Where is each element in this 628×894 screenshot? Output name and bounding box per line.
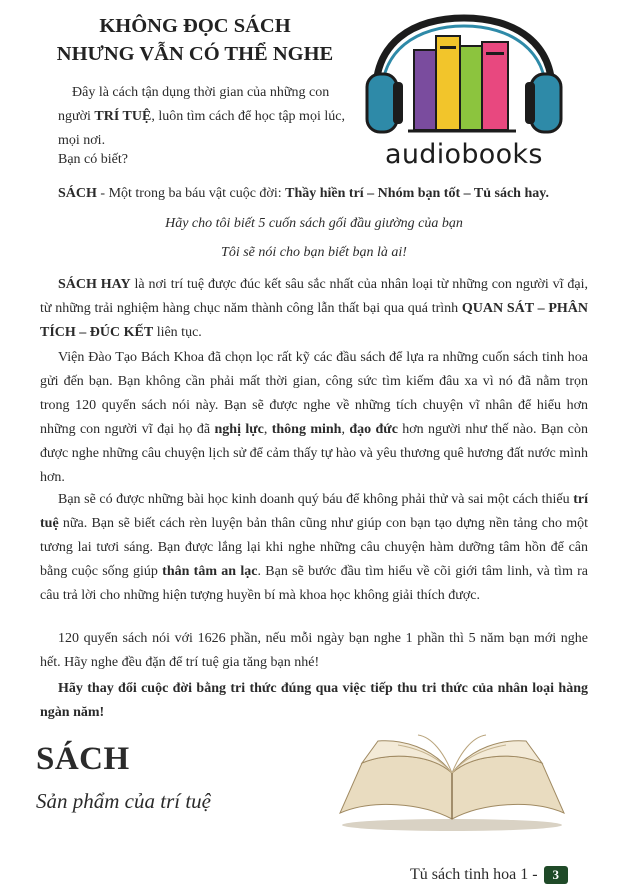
intro-text-end: , luôn tìm cách để học tập mọi lúc, mọi nơi. [58,109,345,148]
p2-bold-2: thông minh [271,422,342,437]
sach-label: SÁCH [58,186,97,201]
page-title [40,12,350,68]
p3-bold-1: trí tuệ [40,492,588,531]
sach-text: - Một trong ba báu vật cuộc đời: [96,186,286,201]
paragraph-1 [40,273,588,345]
quote-line-1: Hãy cho tôi biết 5 cuốn sách gối đầu giường của bạn [165,216,463,231]
sach-big-title: SÁCH [36,741,130,777]
p1-end: liên tục. [153,325,202,340]
footer [410,866,568,884]
sach-line [40,182,588,206]
headphones-books-icon [364,12,564,140]
page-number-badge: 3 [544,866,569,884]
sach-subtitle: Sản phẩm của trí tuệ [36,789,211,813]
paragraph-5: Hãy thay đổi cuộc đời bằng tri thức đúng qua việc tiếp thu tri thức của nhân loại hàng ngàn năm! [40,681,588,720]
paragraph-4: 120 quyển sách nói với 1626 phần, nếu mỗi ngày bạn nghe 1 phần thì 5 năm bạn mới nghe hết. Hãy nghe đều đặn để trí tuệ gia tăng bạn nhé! [40,631,588,670]
p2-sep-2: , [341,422,350,437]
p1-text: là nơi trí tuệ được đúc kết sâu sắc nhất của nhân loại từ những con người vĩ đại, từ những trải nghiệm hàng chục năm thành công lẫn thất bại qua quá trình [40,277,588,316]
p3-text: Bạn sẽ có được những bài học kinh doanh quý báu để không phải thử và sai một cách thiếu [58,492,574,507]
p2-bold-1: nghị lực [214,422,264,437]
intro-paragraph [58,81,358,153]
audiobooks-logo-text: audiobooks [385,139,543,170]
title-line-2: NHƯNG VẪN CÓ THỂ NGHE [56,43,334,65]
footer-series: Tủ sách tinh hoa 1 - [410,866,538,883]
did-you-know: Bạn có biết? [58,152,128,167]
p2-bold-3: đạo đức [349,422,398,437]
p2-end: hơn người như thế nào. Bạn còn được nghe những câu chuyện lịch sử để cảm thấy tự hào và yêu thương quê hương đất nước mình hơn. [40,422,588,485]
sach-treasures: Thầy hiền trí – Nhóm bạn tốt – Tủ sách hay. [285,186,549,201]
paragraph-2 [40,346,588,490]
intro-bold: TRÍ TUỆ [94,109,152,124]
p2-sep-1: , [263,422,272,437]
intro-text: Đây là cách tận dụng thời gian của những con người [58,85,330,124]
p3-text-2: nữa. Bạn sẽ biết cách rèn luyện bản thân cũng như giúp con bạn tạo dựng nền tảng cho một tương lai tươi sáng. Bạn được lắng lại khi nghe những câu chuyện hàm dưỡng tâm hồn để cân bằng cuộc sống giúp [40,516,588,579]
quote-line-2: Tôi sẽ nói cho bạn biết bạn là ai! [221,245,407,260]
paragraph-3 [40,488,588,608]
p1-bold: SÁCH HAY [58,277,131,292]
open-book-icon [332,733,572,833]
p2-text: Viện Đào Tạo Bách Khoa đã chọn lọc rất kỹ các đầu sách để lựa ra những cuốn sách tinh hoa gửi đến bạn. Bạn không cần phải mất thời gian, công sức tìm kiếm đâu xa vì nó đã nằm trọn trong 120 quyển sách nói này. Bạn sẽ được nghe về những tích chuyện vĩ nhân để hiểu hơn những con người vĩ đại họ đã [40,350,588,437]
p3-bold-2: thân tâm an lạc [162,564,258,579]
p3-end: . Bạn sẽ bước đầu tìm hiểu về cõi giới tâm linh, và tìm ra câu trả lời cho những hiện tượng huyền bí mà khoa học không giải thích được. [40,564,589,603]
p1-bold-2: QUAN SÁT – PHÂN TÍCH – ĐÚC KẾT [40,301,588,340]
title-line-1: KHÔNG ĐỌC SÁCH [99,15,291,37]
